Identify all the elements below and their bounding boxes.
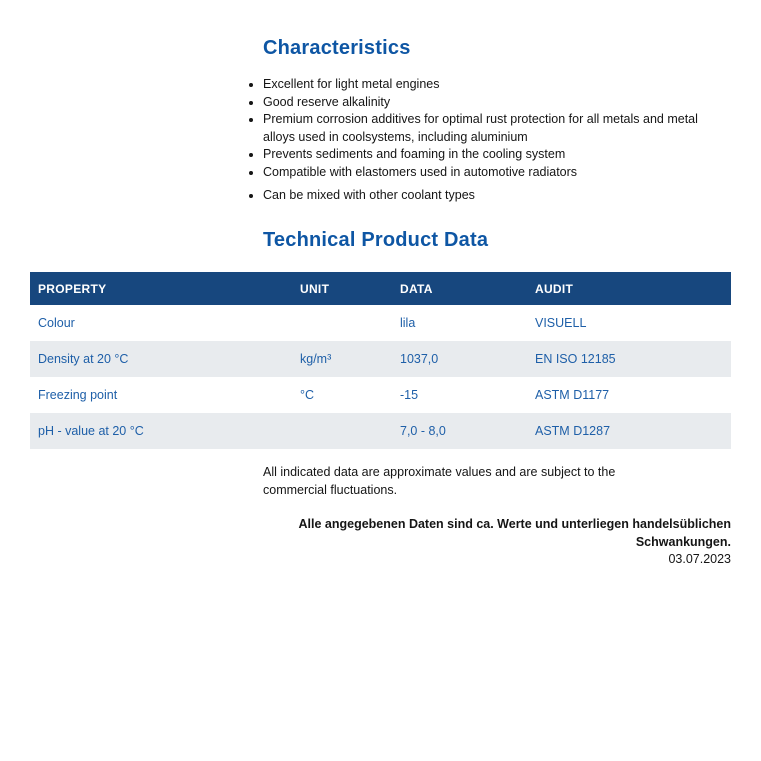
cell-data: lila (400, 316, 416, 330)
document-date: 03.07.2023 (668, 552, 731, 566)
characteristics-list-item: • Premium corrosion additives for optimal rust protection for all metals and metal alloys used in coolsystems, including aluminium (263, 111, 728, 146)
cell-data: -15 (400, 388, 419, 402)
table-header-row (30, 272, 731, 305)
technical-data-table (30, 272, 731, 449)
characteristics-list (247, 76, 728, 205)
table-row (30, 377, 731, 413)
note-english: All indicated data are approximate values and are subject to the commercial fluctuations. (263, 465, 616, 497)
cell-property: pH - value at 20 °C (38, 424, 144, 438)
characteristics-list-item: • Can be mixed with other coolant types (263, 187, 728, 205)
cell-audit: ASTM D1177 (535, 388, 610, 402)
cell-unit: °C (300, 388, 315, 402)
cell-audit: EN ISO 12185 (535, 352, 616, 366)
characteristics-list-item: • Excellent for light metal engines (263, 76, 728, 94)
cell-data: 1037,0 (400, 352, 439, 366)
characteristics-list-item: • Good reserve alkalinity (263, 94, 728, 112)
cell-property: Density at 20 °C (38, 352, 129, 366)
column-header-property: PROPERTY (38, 281, 107, 296)
cell-property: Colour (38, 316, 75, 330)
note-german-block (291, 516, 731, 569)
cell-data: 7,0 - 8,0 (400, 424, 446, 438)
note-german: Alle angegebenen Daten sind ca. Werte und unterliegen handelsüblichen Schwankungen. (298, 517, 731, 549)
column-header-audit: AUDIT (535, 281, 574, 296)
technical-data-section-title: Technical Product Data (263, 229, 489, 251)
cell-property: Freezing point (38, 388, 118, 402)
characteristics-section-title: Characteristics (263, 37, 411, 59)
column-header-data: DATA (400, 281, 433, 296)
characteristics-list-item: • Compatible with elastomers used in automotive radiators (263, 164, 728, 182)
column-header-unit: UNIT (300, 281, 330, 296)
table-row (30, 305, 731, 341)
cell-audit: ASTM D1287 (535, 424, 611, 438)
cell-unit: kg/m³ (300, 352, 332, 366)
characteristics-list-item: • Prevents sediments and foaming in the cooling system (263, 146, 728, 164)
cell-audit: VISUELL (535, 316, 587, 330)
table-row (30, 341, 731, 377)
table-row (30, 413, 731, 449)
